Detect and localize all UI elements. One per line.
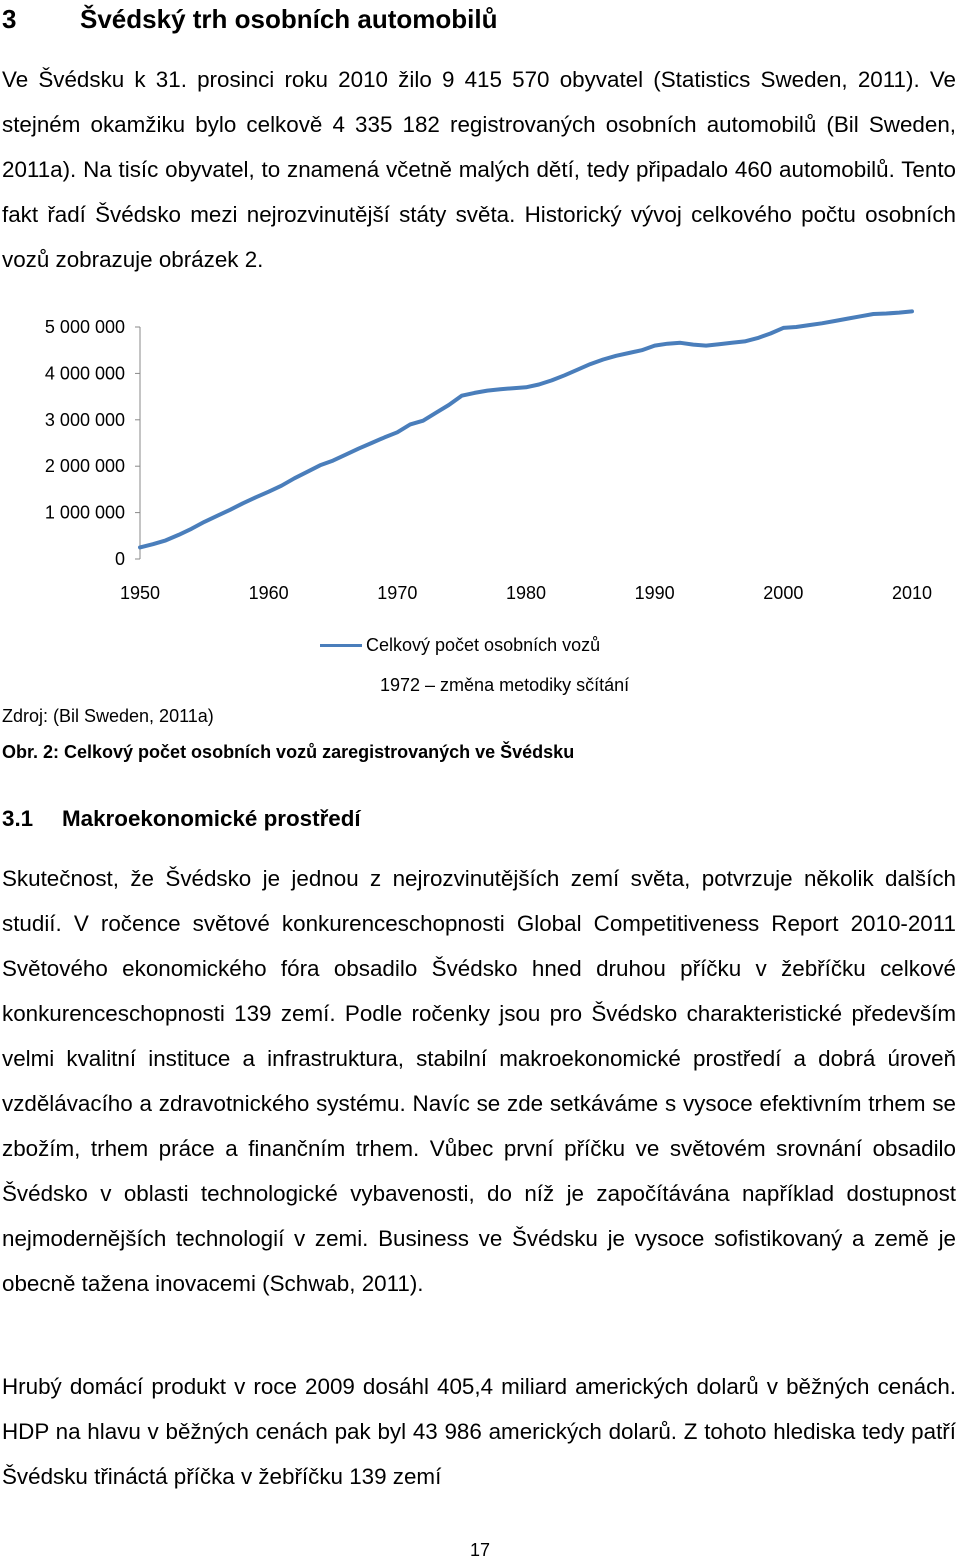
legend-label: Celkový počet osobních vozů (366, 635, 601, 655)
chart-svg (0, 300, 960, 630)
x-tick-label: 1990 (634, 583, 675, 603)
y-tick-label: 2 000 000 (44, 456, 125, 477)
page-number: 17 (469, 1540, 491, 1560)
gdp-paragraph: Hrubý domácí produkt v roce 2009 dosáhl 405,4 miliard amerických dolarů v běžných cenách. HDP na hlavu v běžných cenách pak byl 43 986 amerických dolarů. Z tohoto hlediska tedy patří Švédsku třináctá příčka v žebříčku 139 zemí (2, 1374, 956, 1489)
chart-annotation: 1972 – změna metodiky sčítání (380, 675, 630, 695)
x-tick-label: 1980 (505, 583, 547, 603)
section-number: 3 (2, 4, 17, 34)
y-tick-label: 1 000 000 (44, 502, 125, 523)
y-tick-label: 3 000 000 (44, 409, 125, 430)
subsection-title: Makroekonomické prostředí (62, 806, 361, 831)
x-tick-label: 1950 (119, 583, 161, 603)
y-tick-label: 4 000 000 (44, 363, 125, 384)
x-tick-label: 2010 (891, 583, 933, 603)
figure-source: Zdroj: (Bil Sweden, 2011a) (2, 706, 214, 726)
intro-paragraph: Ve Švédsku k 31. prosinci roku 2010 žilo 9 415 570 obyvatel (Statistics Sweden, 2011). Ve stejném okamžiku bylo celkově 4 335 182 registrovaných osobních automobilů (Bil Sweden, 2011a). Na tisíc obyvatel, to znamená včetně malých dětí, tedy připadalo 460 automobilů. Tento fakt řadí Švédsko mezi nejrozvinutější státy světa. Historický vývoj celkového počtu osobních vozů zobrazuje obrázek 2. (2, 67, 956, 272)
subsection-number: 3.1 (2, 806, 34, 831)
legend-swatch (320, 644, 362, 647)
x-tick-label: 2000 (763, 583, 804, 603)
x-tick-label: 1970 (377, 583, 418, 603)
section-heading (2, 4, 498, 35)
y-tick-label: 5 000 000 (44, 317, 125, 337)
macro-paragraph: Skutečnost, že Švédsko je jednou z nejrozvinutějších zemí světa, potvrzuje několik dalších studií. V ročence světové konkurenceschopnosti Global Competitiveness Report 2010-2011 Světového ekonomického fóra obsadilo Švédsko hned druhou příčku v žebříčku celkové konkurenceschopnosti 139 zemí. Podle ročenky jsou pro Švédsko charakteristické především velmi kvalitní instituce a infrastruktura, stabilní makroekonomické prostředí a dobrá úroveň vzdělávacího a zdravotnického systému. Navíc se zde setkáváme s vysoce efektivním trhem se zbožím, trhem práce a finančním trhem. Vůbec první příčku ve světovém srovnání obsadilo Švédsko v oblasti technologické vybavenosti, do níž je započítávána například dostupnost nejmodernějších technologií v zemi. Business ve Švédsku je vysoce sofistikovaný a země je obecně tažena inovacemi (Schwab, 2011). (2, 866, 956, 1296)
figure-caption: Obr. 2: Celkový počet osobních vozů zaregistrovaných ve Švédsku (2, 742, 575, 762)
section-title: Švédský trh osobních automobilů (80, 4, 498, 34)
x-tick-label: 1960 (248, 583, 289, 603)
series-line (140, 311, 912, 547)
line-chart (0, 300, 960, 630)
y-tick-label: 0 (114, 549, 125, 569)
subsection-heading (2, 806, 361, 832)
